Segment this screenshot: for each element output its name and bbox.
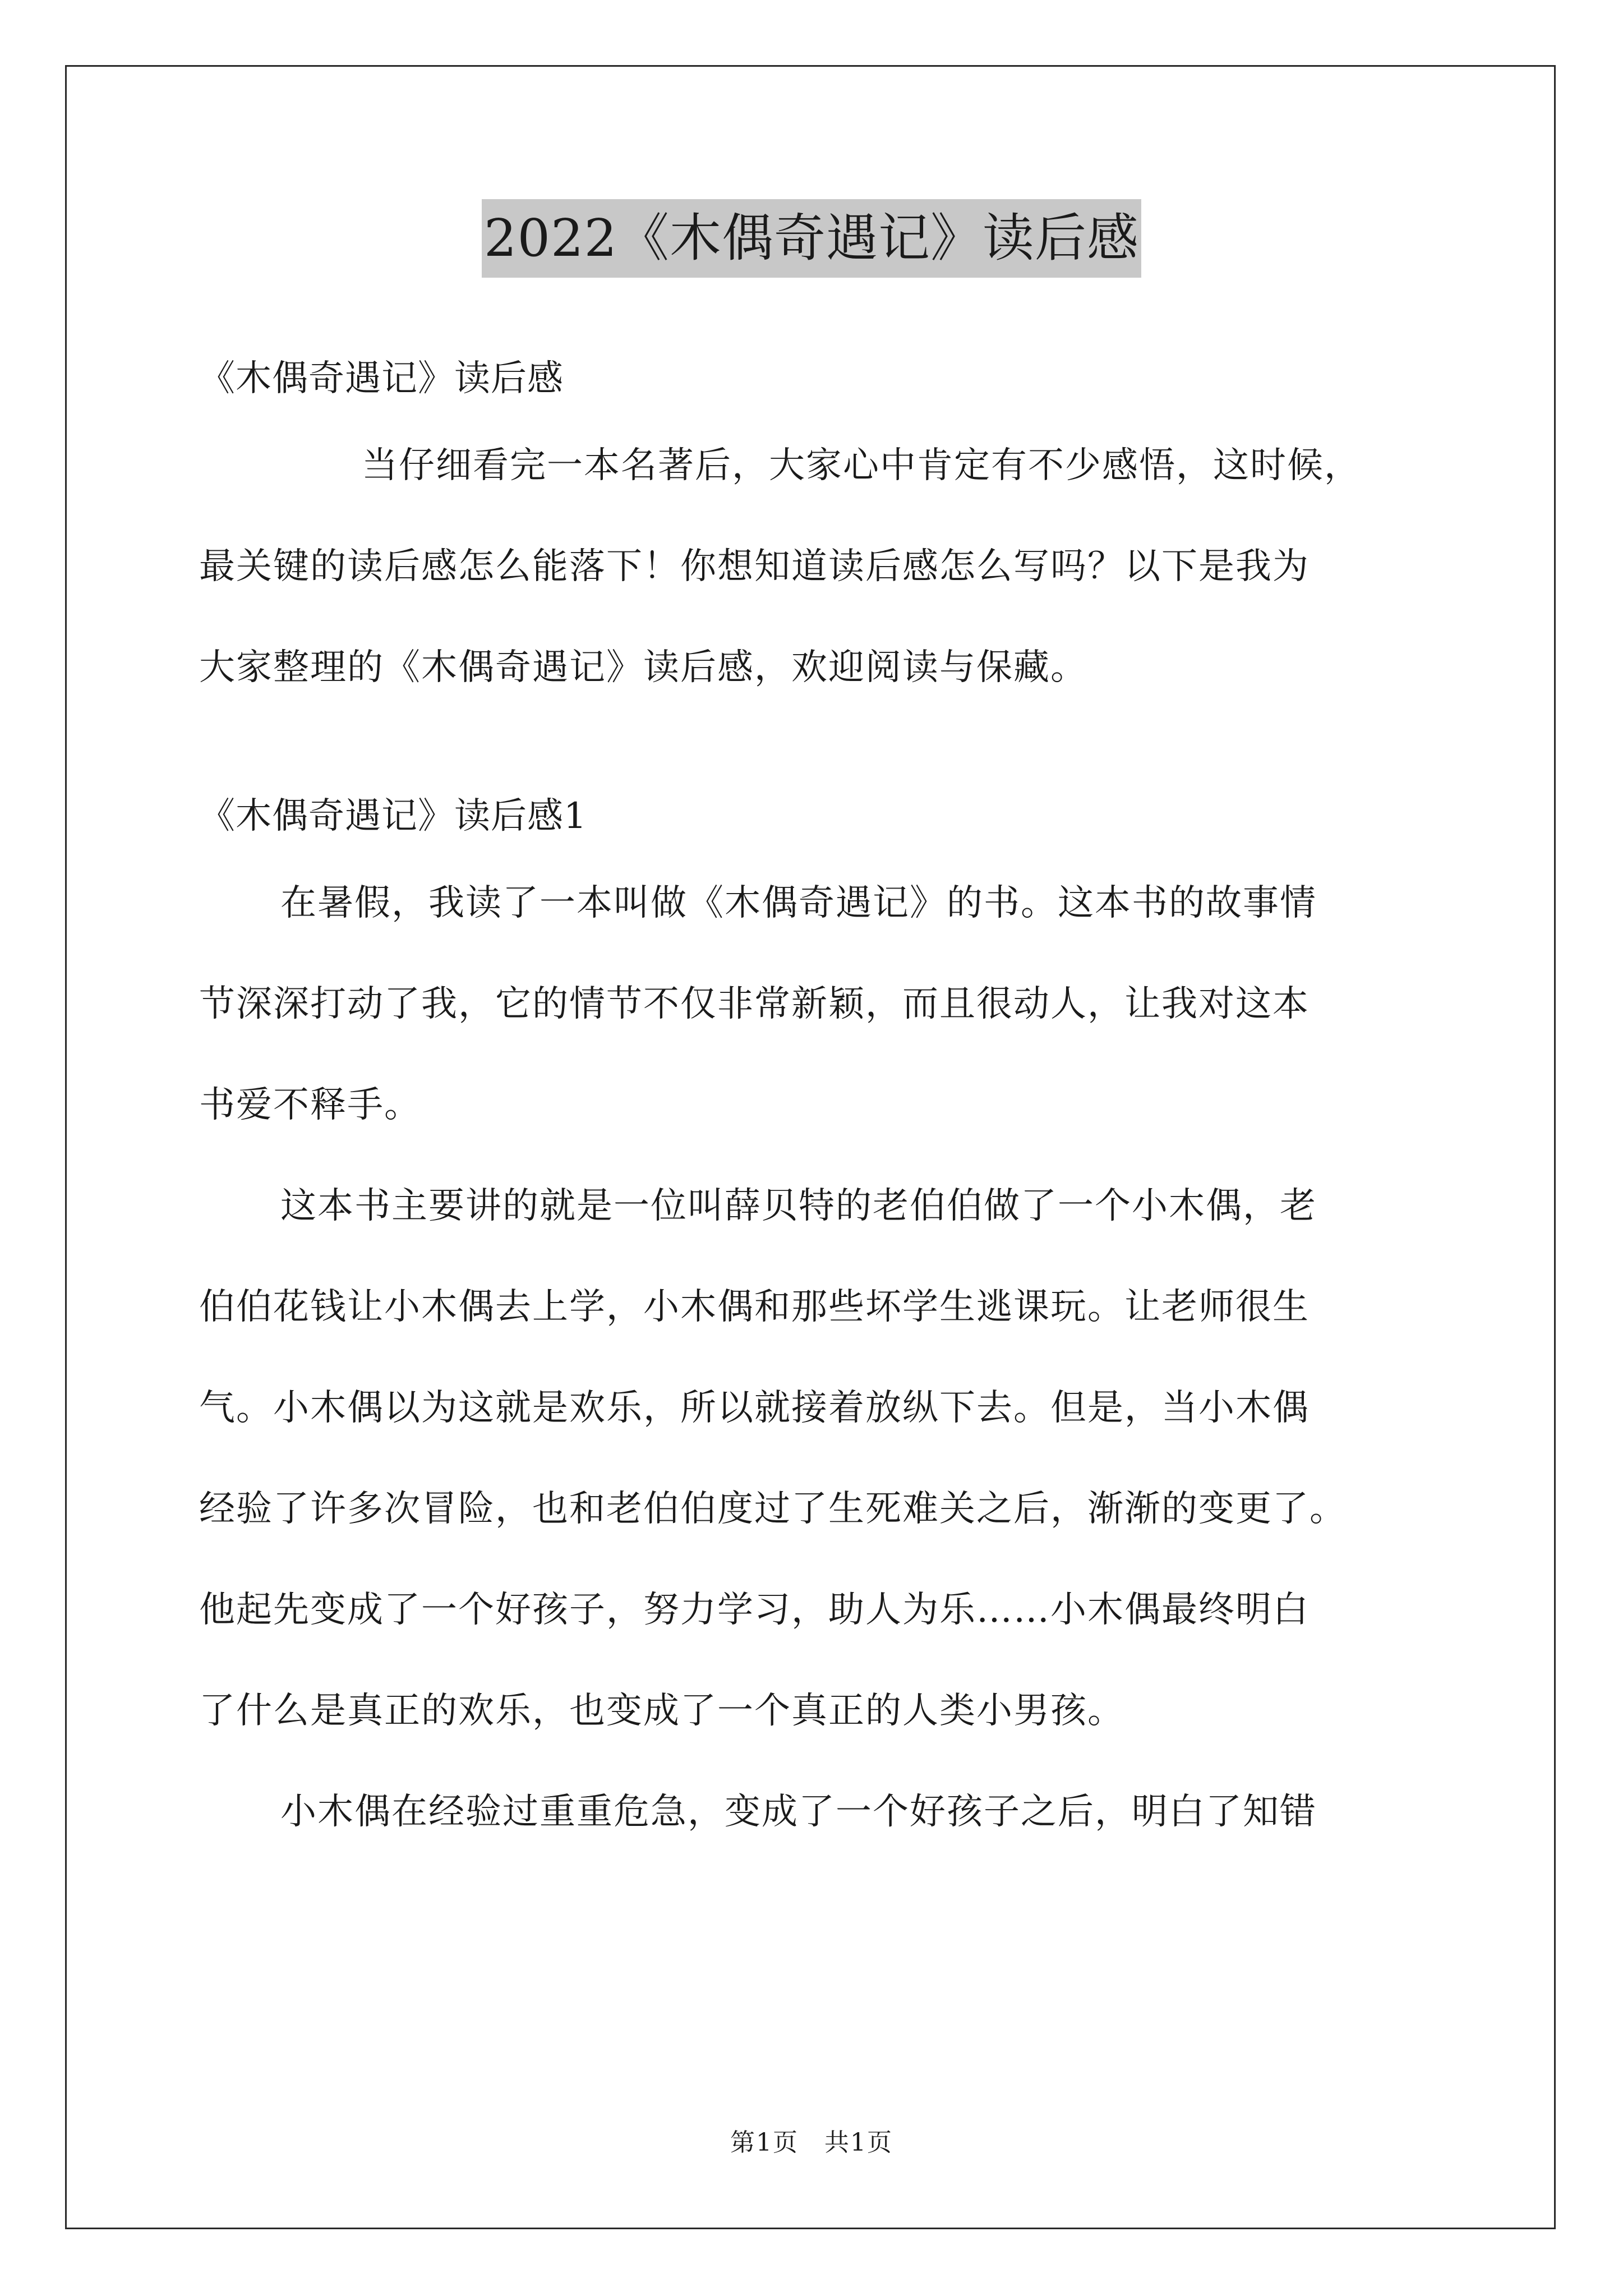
paragraph-line: 气。小木偶以为这就是欢乐，所以就接着放纵下去。但是，当小木偶 <box>199 1387 1310 1429</box>
paragraph-line: 经验了许多次冒险，也和老伯伯度过了生死难关之后，渐渐的变更了。 <box>199 1488 1347 1530</box>
paragraph-line: 伯伯花钱让小木偶去上学，小木偶和那些坏学生逃课玩。让老师很生 <box>199 1286 1310 1328</box>
section-heading: 《木偶奇遇记》读后感1 <box>199 795 587 837</box>
paragraph-line: 书爱不释手。 <box>199 1084 421 1126</box>
paragraph-line: 这本书主要讲的就是一位叫薛贝特的老伯伯做了一个小木偶，老 <box>280 1185 1317 1227</box>
intro-line: 最关键的读后感怎么能落下！你想知道读后感怎么写吗？以下是我为 <box>199 546 1310 587</box>
title-container <box>0 199 1623 278</box>
paragraph-line: 他起先变成了一个好孩子，努力学习，助人为乐……小木偶最终明白 <box>199 1589 1310 1631</box>
paragraph-line: 在暑假，我读了一本叫做《木偶奇遇记》的书。这本书的故事情 <box>280 882 1317 924</box>
intro-line: 大家整理的《木偶奇遇记》读后感，欢迎阅读与保藏。 <box>199 647 1087 688</box>
intro-line: 当仔细看完一本名著后，大家心中肯定有不少感悟，这时候， <box>362 445 1361 486</box>
paragraph-line: 节深深打动了我，它的情节不仅非常新颖，而且很动人，让我对这本 <box>199 983 1310 1025</box>
paragraph-line: 了什么是真正的欢乐，也变成了一个真正的人类小男孩。 <box>199 1690 1124 1732</box>
page-footer: 第1页 共1页 <box>730 2128 893 2157</box>
document-title: 2022《木偶奇遇记》读后感 <box>482 199 1141 278</box>
intro-heading: 《木偶奇遇记》读后感 <box>199 358 564 399</box>
paragraph-line: 小木偶在经验过重重危急，变成了一个好孩子之后，明白了知错 <box>280 1791 1317 1833</box>
document-body <box>199 348 1438 1862</box>
